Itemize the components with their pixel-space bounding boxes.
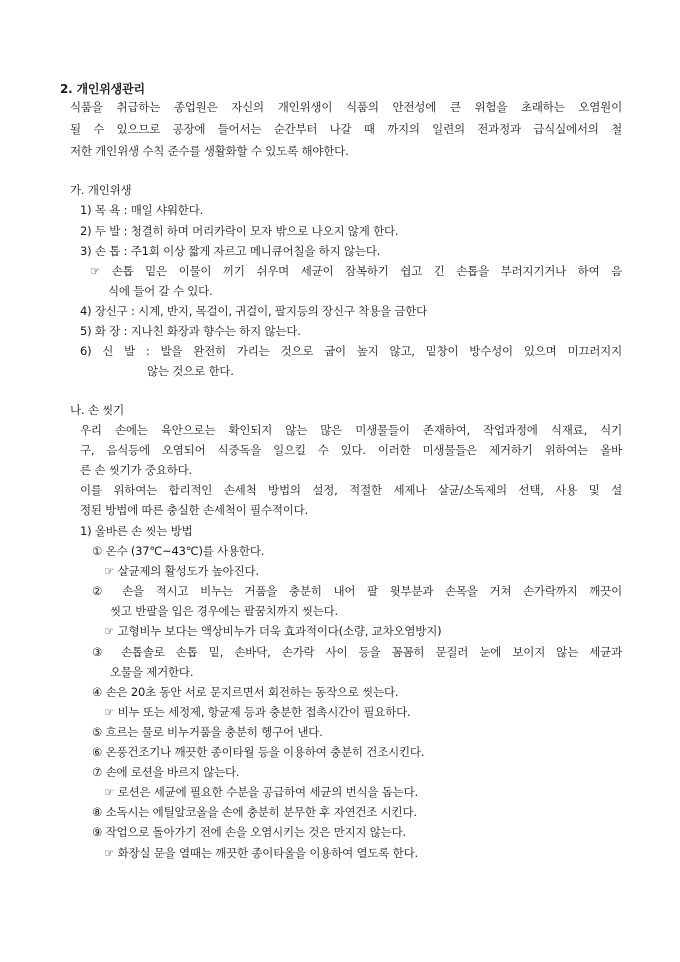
item-nails: 3) 손 톱 : 주1회 이상 짧게 자르고 메니큐어칠을 하지 않는다. — [80, 244, 381, 258]
intro-line-1: 식품을 취급하는 종업원은 자신의 개인위생이 식품의 안전성에 큰 위험을 초래하는 오염원이 — [70, 100, 622, 114]
step-4: ④ 손은 20초 동안 서로 문지르면서 회전하는 동작으로 씻는다. — [92, 685, 399, 699]
step-8: ⑧ 소독시는 에틸알코올을 손에 충분히 분무한 후 자연건조 시킨다. — [92, 805, 417, 819]
note-nails-2: 식에 들어 갈 수 있다. — [108, 284, 213, 298]
handwash-para-4: 이를 위하여는 합리적인 손세척 방법의 설정, 적절한 세제나 살균/소독제의 선택, 사용 및 설 — [80, 483, 622, 497]
item-bathing: 1) 목 욕 : 매일 샤워한다. — [80, 203, 204, 217]
step-9-note: ☞ 화장실 문을 열때는 깨끗한 종이타올을 이용하여 열도록 한다. — [104, 846, 418, 860]
handwash-para-3: 른 손 씻기가 중요하다. — [80, 463, 193, 477]
step-5: ⑤ 흐르는 물로 비누거품을 충분히 헹구어 낸다. — [92, 725, 323, 739]
item-accessories: 4) 장신구 : 시계, 반지, 목걸이, 귀걸이, 팔지등의 장신구 착용을 금한다 — [80, 304, 428, 318]
item-makeup: 5) 화 장 : 지나친 화장과 향수는 하지 않는다. — [80, 324, 301, 338]
step-6: ⑥ 온풍건조기나 깨끗한 종이타월 등을 이용하여 충분히 건조시킨다. — [92, 745, 425, 759]
step-7-note: ☞ 로션은 세균에 필요한 수분을 공급하여 세균의 번식을 돕는다. — [104, 785, 418, 799]
note-nails-1: ☞ 손톱 밑은 이물이 끼기 쉬우며 세균이 잠복하기 쉽고 긴 손톱을 부러지기거나 하여 음 — [90, 264, 622, 278]
subsection-b-heading: 나. 손 씻기 — [70, 403, 125, 417]
section-title: 2. 개인위생관리 — [60, 82, 145, 96]
step-3-line-1: ③ 손톱솔로 손톱 밑, 손바닥, 손가락 사이 등을 꼼꼼히 문질러 눈에 보이지 않는 세균과 — [92, 645, 622, 659]
step-2-line-1: ② 손을 적시고 비누는 거품을 충분히 내어 팔 윗부분과 손목을 거쳐 손가락까지 깨끗이 — [92, 584, 622, 598]
step-7: ⑦ 손에 로션을 바르지 않는다. — [92, 765, 240, 779]
handwash-para-1: 우리 손에는 육안으로는 확인되지 않는 많은 미생물들이 존재하여, 작업과정에 식재료, 식기 — [80, 423, 622, 437]
item-shoes-2: 않는 것으로 한다. — [147, 364, 234, 378]
step-2-line-2: 씻고 반팔을 입은 경우에는 팔꿈치까지 씻는다. — [110, 604, 339, 618]
step-4-note: ☞ 비누 또는 세정제, 항균제 등과 충분한 접촉시간이 필요하다. — [104, 705, 411, 719]
subsection-a-heading: 가. 개인위생 — [70, 183, 132, 197]
intro-line-3: 저한 개인위생 수칙 준수를 생활화할 수 있도록 해야한다. — [70, 144, 349, 158]
method-heading: 1) 올바른 손 씻는 방법 — [80, 524, 193, 538]
step-2-note: ☞ 고형비누 보다는 액상비누가 더욱 효과적이다(소량, 교차오염방지) — [104, 624, 442, 638]
item-shoes-1: 6) 신 발 : 발을 완전히 가리는 것으로 굽이 높지 않고, 밑창이 방수성이 있으며 미끄러지지 — [80, 344, 622, 358]
handwash-para-2: 구, 음식등에 오염되어 식중독을 일으킬 수 있다. 이러한 미생물들은 제거하기 위하여는 올바 — [80, 443, 622, 457]
handwash-para-5: 정된 방법에 따른 충실한 손세척이 필수적이다. — [80, 503, 309, 517]
item-hair: 2) 두 발 : 청결히 하며 머리카락이 모자 밖으로 나오지 않게 한다. — [80, 224, 399, 238]
step-1-note: ☞ 살균제의 활성도가 높아진다. — [104, 564, 259, 578]
intro-line-2: 될 수 있으므로 공장에 들어서는 순간부터 나갈 때 까지의 일련의 전과정과 급식실에서의 철 — [70, 122, 622, 136]
step-1: ① 온수 (37℃~43℃)를 사용한다. — [92, 544, 265, 558]
step-9: ⑨ 작업으로 돌아가기 전에 손을 오염시키는 것은 만지지 않는다. — [92, 825, 406, 839]
step-3-line-2: 오물을 제거한다. — [110, 665, 194, 679]
